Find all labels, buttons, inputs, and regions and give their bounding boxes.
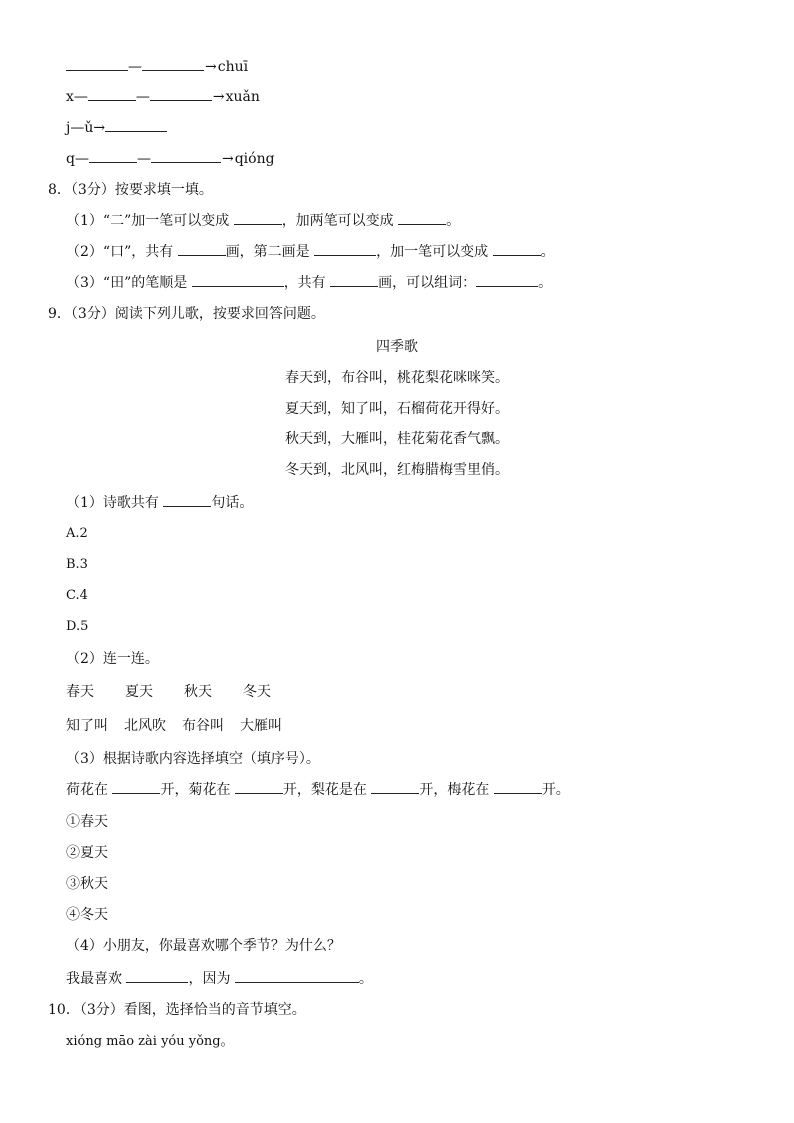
blank[interactable]: [150, 88, 212, 101]
q8-header: 8．（3分）按要求填一填。: [48, 182, 213, 198]
pinyin-chain-1: [66, 58, 248, 76]
text: 开，菊花在: [160, 782, 231, 798]
season-item[interactable]: 秋天: [184, 684, 212, 700]
blank[interactable]: [494, 781, 542, 794]
pinyin-prefix: j—ǔ→: [66, 120, 106, 136]
dash: —: [128, 59, 142, 75]
season-item[interactable]: 春天: [66, 684, 94, 700]
q9-sub4: （4）小朋友，你最喜欢哪个季节？为什么？: [66, 938, 341, 954]
pinyin-result: xuǎn: [225, 89, 260, 105]
text: 。: [358, 971, 373, 987]
sound-item[interactable]: 布谷叫: [182, 718, 224, 734]
option-d[interactable]: D.5: [66, 619, 89, 634]
pinyin-result: chuī: [217, 59, 249, 75]
dash: —: [135, 89, 150, 105]
blank[interactable]: [330, 274, 378, 287]
q8-line-1: [66, 212, 460, 230]
blank[interactable]: [235, 970, 359, 983]
option-c[interactable]: C.4: [66, 588, 88, 603]
blank[interactable]: [398, 212, 446, 225]
pinyin-chain-4: [66, 150, 275, 168]
blank[interactable]: [234, 212, 282, 225]
text: （3）“田”的笔顺是: [66, 275, 188, 291]
q9-header: 9．（3分）阅读下列儿歌，按要求回答问题。: [48, 306, 325, 322]
text: 画，第二画是: [225, 244, 310, 260]
text: 我最喜欢: [66, 971, 122, 987]
pinyin-prefix: q—: [66, 151, 89, 167]
poem-line-2: 夏天到，知了叫，石榴荷花开得好。: [285, 401, 509, 417]
text: 。: [540, 244, 555, 260]
text: ，加两笔可以变成: [281, 213, 394, 229]
text: 开，梅花在: [419, 782, 490, 798]
text: 开，梨花是在: [282, 782, 367, 798]
text: ，共有: [283, 275, 326, 291]
q9-fill-line: [66, 781, 570, 799]
blank[interactable]: [178, 243, 226, 256]
blank[interactable]: [112, 781, 160, 794]
arrow-icon: →: [212, 89, 225, 105]
q9-sub1: [66, 494, 253, 512]
q8-line-3: [66, 274, 552, 292]
choice-4[interactable]: ④冬天: [66, 907, 108, 923]
poem-line-4: 冬天到，北风叫，红梅腊梅雪里俏。: [285, 462, 509, 478]
blank[interactable]: [314, 243, 376, 256]
blank[interactable]: [476, 274, 538, 287]
arrow-icon: →: [221, 151, 234, 167]
q9-sub2: （2）连一连。: [66, 651, 159, 667]
text: （1）“二”加一笔可以变成: [66, 213, 230, 229]
dash: —: [136, 151, 151, 167]
pinyin-prefix: x—: [66, 89, 88, 105]
blank[interactable]: [66, 58, 128, 71]
blank[interactable]: [235, 781, 283, 794]
blank[interactable]: [142, 58, 204, 71]
q10-header: 10．（3分）看图，选择恰当的音节填空。: [48, 1002, 306, 1018]
blank[interactable]: [163, 494, 211, 507]
text: 。: [446, 213, 461, 229]
text: 。: [538, 275, 553, 291]
blank[interactable]: [493, 243, 541, 256]
q10-syllables: xióng māo zài yóu yǒng。: [66, 1034, 234, 1049]
blank[interactable]: [371, 781, 419, 794]
text: ，加一笔可以变成: [376, 244, 489, 260]
text: ，因为: [188, 971, 231, 987]
choice-3[interactable]: ③秋天: [66, 876, 108, 892]
q8-line-2: [66, 243, 555, 261]
season-row: [66, 683, 271, 701]
pinyin-chain-2: [66, 88, 260, 106]
text: （2）“口”，共有: [66, 244, 174, 260]
sound-item[interactable]: 大雁叫: [240, 718, 282, 734]
blank[interactable]: [192, 274, 284, 287]
sound-item[interactable]: 知了叫: [66, 718, 108, 734]
q9-like-line: [66, 970, 373, 988]
poem-line-1: 春天到，布谷叫，桃花梨花咪咪笑。: [285, 370, 509, 386]
poem-line-3: 秋天到，大雁叫，桂花菊花香气飘。: [285, 431, 509, 447]
blank[interactable]: [151, 150, 221, 163]
text: （1）诗歌共有: [66, 495, 159, 511]
choice-1[interactable]: ①春天: [66, 814, 108, 830]
sound-row: [66, 717, 282, 735]
sound-item[interactable]: 北风吹: [124, 718, 166, 734]
pinyin-chain-3: [66, 119, 167, 137]
choice-2[interactable]: ②夏天: [66, 845, 108, 861]
poem-title: 四季歌: [376, 339, 418, 355]
option-b[interactable]: B.3: [66, 557, 88, 572]
season-item[interactable]: 冬天: [243, 684, 271, 700]
blank[interactable]: [105, 119, 167, 132]
pinyin-result: qióng: [234, 151, 275, 167]
text: 开。: [541, 782, 570, 798]
blank[interactable]: [89, 150, 137, 163]
season-item[interactable]: 夏天: [125, 684, 153, 700]
text: 荷花在: [66, 782, 108, 798]
text: 画，可以组词：: [378, 275, 477, 291]
blank[interactable]: [126, 970, 188, 983]
option-a[interactable]: A.2: [66, 526, 88, 541]
arrow-icon: →: [205, 59, 217, 75]
blank[interactable]: [88, 88, 136, 101]
q9-sub3: （3）根据诗歌内容选择填空（填序号）。: [66, 751, 320, 767]
text: 句话。: [211, 495, 254, 511]
